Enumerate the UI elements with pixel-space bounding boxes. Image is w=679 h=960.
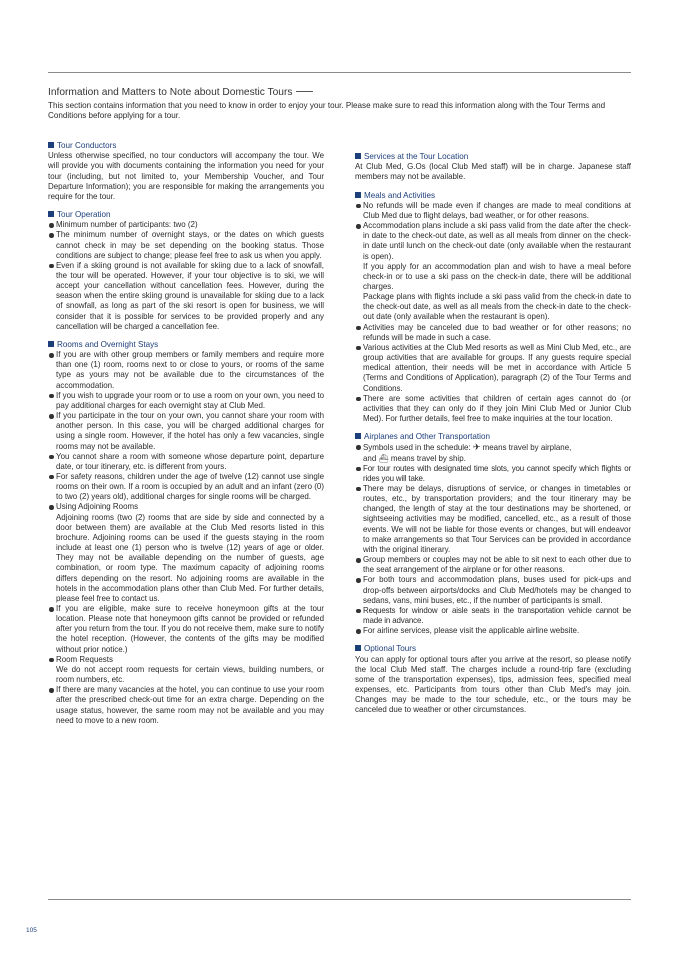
list-item: Even if a skiing ground is not available for skiing due to a lack of snowfall, the tour will be operated. However, if your tour objective is to ski, we will accept your cancellation without cancellation fees. However, during the season when the entire skiing ground is unavailable for skiing due to a lack of snowfall, as long as part of the ski resort is open for business, we will consider that it is possible for services to be provided properly and any cancellation will be charged a cancellation fee. [48, 261, 324, 332]
list-item: If there are many vacancies at the hotel, you can continue to use your room after the prescribed check-out time for an extra charge. Depending on the usage status, however, the same room may not be available and you may need to move to a new room. [48, 685, 324, 726]
list-item: If you are eligible, make sure to receive honeymoon gifts at the tour location. Please note that honeymoon gifts cannot be provided or refunded after you return from the tour. If you do not receive them, make sure to notify the hotel reception. (However, the contents of the gifts may be modified without prior notice.) [48, 604, 324, 655]
symbols-and-text: and [363, 453, 379, 463]
section-airplanes [355, 432, 631, 636]
requests-body: We do not accept room requests for certain views, building numbers, or room numbers, etc. [56, 664, 324, 685]
list-item: For tour routes with designated time slots, you cannot specify which flights or rides you will take. [355, 464, 631, 484]
page-number: 105 [26, 927, 37, 934]
list-item: If you participate in the tour on your own, you cannot share your room with another person. In this case, you will be charged additional charges for using a single room. However, if the hotel has only a few vacancies, single rooms may not be available. [48, 411, 324, 452]
square-bullet-icon [355, 192, 361, 198]
list-item: Minimum number of participants: two (2) [48, 220, 324, 230]
section-rooms [48, 340, 324, 726]
list-item: No refunds will be made even if changes are made to meal conditions at Club Med due to flight delays, bad weather, or for other reasons. [355, 201, 631, 221]
symbols-text: Symbols used in the schedule: [363, 443, 473, 453]
square-bullet-icon [48, 211, 54, 217]
section-tour-conductors [48, 141, 324, 202]
list-item: For both tours and accommodation plans, buses used for pick-ups and drop-offs between airports/docks and Club Med/hotels may be changed to sedans, vans, mini buses, etc., if the number of participants is small. [355, 575, 631, 605]
section-heading [48, 340, 324, 350]
ski-pass-note-1: If you apply for an accommodation plan and wish to have a meal before check-in or to use a ski pass on the check-in date, there will be additional charges. [363, 261, 631, 291]
section-heading-text: Rooms and Overnight Stays [57, 339, 159, 349]
section-services [355, 152, 631, 183]
list-item [355, 442, 631, 463]
list-item: If you are with other group members or family members and require more than one (1) room, rooms next to or close to yours, or rooms of the same type as yours may not be available due to the circumstances of the accommodation. [48, 350, 324, 391]
bullet-list [48, 350, 324, 726]
list-item: Requests for window or aisle seats in the transportation vehicle cannot be made in advance. [355, 606, 631, 626]
list-item [48, 655, 324, 685]
section-heading-text: Meals and Activities [364, 190, 436, 200]
section-heading-text: Services at the Tour Location [364, 152, 469, 161]
list-item: For safety reasons, children under the age of twelve (12) cannot use single rooms on their own. If a room is occupied by an adult and an infant (zero (0) to two (2) years old), additional charges for single rooms will be charged. [48, 472, 324, 502]
section-body: Unless otherwise specified, no tour conductors will accompany the tour. We will provide you with documents containing the information you need for your tour (including, but not limited to, your Membership Voucher, and Tour Departure Information); you are responsible for making the arrangements you require for the tour. [48, 151, 324, 201]
list-item: For airline services, please visit the applicable airline website. [355, 626, 631, 636]
list-item: You cannot share a room with someone whose departure point, departure date, or tour itinerary, etc. is different from yours. [48, 452, 324, 472]
adjoining-title: Using Adjoining Rooms [56, 502, 139, 512]
list-item: There may be delays, disruptions of service, or changes in timetables or routes, etc., by transportation providers; and the tour itinerary may be changed, the length of stay at the tour destinations may be shortened, or sightseeing activities may be modified, cancelled, etc., as a result of those events. We will not be liable for those events or changes, but will endeavor to make arrangements so that Tour Services can be provided in accordance with the original itinerary. [355, 484, 631, 555]
section-heading [355, 432, 631, 442]
bullet-list [355, 201, 631, 424]
list-item [48, 502, 324, 604]
section-heading-text: Tour Conductors [57, 141, 117, 150]
top-rule [48, 72, 631, 73]
list-item: The minimum number of overnight stays, or the dates on which guests cannot check in may be set depending on the booking status. Those conditions are subject to change; please feel free to ask us when you apply. [48, 230, 324, 260]
bullet-list [355, 442, 631, 636]
section-heading [48, 141, 324, 151]
section-heading-text: Tour Operation [57, 209, 111, 219]
square-bullet-icon [355, 433, 361, 439]
symbols-ship-text: means travel by ship. [388, 453, 466, 463]
page-title [48, 86, 632, 99]
list-item: There are some activities that children of certain ages cannot do (or activities that they can only do if they join Mini Club Med or Junior Club Med). For further details, feel free to make inquiries at the tour location. [355, 394, 631, 424]
ski-pass-note-2: Package plans with flights include a ski pass valid from the check-in date to the check-out date, as well as all meals from the check-in date to the check-out date (only available when the restaurant is open). [363, 292, 631, 322]
page-header [48, 86, 632, 122]
square-bullet-icon [355, 153, 361, 159]
section-meals [355, 191, 631, 425]
ship-icon: ⛴ [378, 453, 389, 463]
section-heading [355, 644, 631, 654]
section-heading-text: Airplanes and Other Transportation [364, 432, 490, 442]
list-item: Group members or couples may not be able to sit next to each other due to the seat arrangement of the airplane or for other reasons. [355, 555, 631, 575]
list-item: If you wish to upgrade your room or to use a room on your own, you need to pay additional charges for each overnight stay at Club Med. [48, 391, 324, 411]
bullet-list [48, 220, 324, 332]
list-item [355, 221, 631, 323]
list-item: Various activities at the Club Med resorts as well as Mini Club Med, etc., are group activities that are available for groups. If any guests require special medical attention, their needs will be met in accordance with Article 5 (Terms and Conditions of Application), paragraph (2) of the Tour Terms and Conditions. [355, 343, 631, 394]
section-body: At Club Med, G.Os (local Club Med staff) will be in charge. Japanese staff members may not be available. [355, 162, 631, 182]
section-heading [355, 191, 631, 201]
section-heading-text: Optional Tours [364, 644, 417, 654]
section-body: You can apply for optional tours after you arrive at the resort, so please notify the local Club Med staff. The charges include a round-trip fare (excluding some of the transportation expenses), tips, admission fees, specified meal expenses, etc. Participants from tours other than Club Med's may join. Changes may be made to the tour schedule, etc., or the tours may be canceled due to weather or other circumstances. [355, 654, 631, 715]
page-title-text: Information and Matters to Note about Domestic Tours [48, 87, 293, 98]
symbols-air-text: means travel by airplane, [480, 443, 572, 453]
square-bullet-icon [48, 142, 54, 148]
section-heading [355, 152, 631, 162]
bottom-rule [48, 899, 631, 900]
section-optional-tours [355, 644, 631, 715]
title-dash [296, 91, 313, 92]
square-bullet-icon [355, 645, 361, 651]
intro-text: This section contains information that you need to know in order to enjoy your tour. Please make sure to read this information along with the Tour Terms and Conditions before applying for a tour. [48, 101, 606, 121]
section-heading [48, 210, 324, 220]
airplane-icon: ✈ [472, 442, 481, 453]
left-column [48, 141, 324, 734]
accommodation-text: Accommodation plans include a ski pass valid from the date after the check-in date to the check-out date, as well as all meals from dinner on the check-in date until lunch on the check-out date (only available when the restaurant is open). [363, 221, 631, 261]
list-item: Activities may be canceled due to bad weather or for other reasons; no refunds will be made in such a case. [355, 323, 631, 343]
requests-title: Room Requests [56, 654, 113, 664]
square-bullet-icon [48, 341, 54, 347]
section-tour-operation [48, 210, 324, 332]
right-column [355, 152, 631, 723]
adjoining-body: Adjoining rooms (two (2) rooms that are side by side and connected by a door between them) are available at the Club Med resorts listed in this brochure. Adjoining rooms can be used if the guests staying in the room include at least one (1) person who is twelve (12) years of age or older. They may not be available depending on the number of guests, age combination, or room type. The maximum capacity of adjoining rooms differs depending on the resort. No adjoining rooms are available in the hotels in the accommodation plans other than Club Med. For further details, please feel free to contact us. [56, 512, 324, 603]
